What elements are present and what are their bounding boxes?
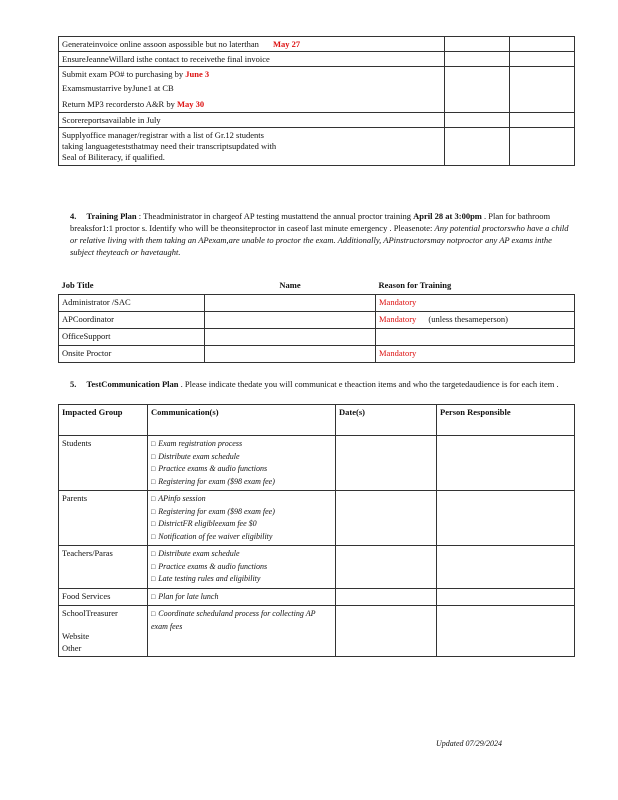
job-title: Onsite Proctor bbox=[59, 346, 205, 363]
section-text: : Theadministrator in chargeof AP testing mustattend the annual proctor training bbox=[138, 211, 412, 221]
impacted-group: Parents bbox=[59, 491, 148, 546]
updated-date: Updated 07/29/2024 bbox=[436, 739, 502, 748]
table-cell bbox=[59, 128, 445, 166]
person-cell bbox=[437, 588, 575, 606]
schedule-table bbox=[58, 36, 575, 166]
dates-cell bbox=[336, 491, 437, 546]
row-text: Scorereportsavailable in July bbox=[62, 115, 161, 125]
reason-cell bbox=[376, 329, 575, 346]
deadline-date: June 3 bbox=[185, 69, 210, 79]
list-item: □ APinfo session bbox=[151, 493, 332, 506]
table-row bbox=[59, 128, 575, 166]
person-cell bbox=[437, 606, 575, 657]
section-heading: Training Plan bbox=[86, 211, 137, 221]
table-cell bbox=[59, 113, 445, 128]
table-row bbox=[59, 588, 575, 606]
list-item: □ DistrictFR eligibleexam fee $0 bbox=[151, 518, 332, 531]
table-row bbox=[59, 491, 575, 546]
training-plan-section bbox=[70, 210, 575, 258]
table-header-row bbox=[59, 405, 575, 436]
reason-cell: Mandatory bbox=[376, 295, 575, 312]
person-cell bbox=[437, 491, 575, 546]
row-line: Supplyoffice manager/registrar with a list of Gr.12 students bbox=[62, 130, 264, 140]
table-row bbox=[59, 346, 575, 363]
impacted-group: SchoolTreasurer Website Other bbox=[59, 606, 148, 657]
name-cell bbox=[205, 312, 376, 329]
table-cell bbox=[59, 37, 445, 52]
section-text: . Please indicate thedate you will communicat e theaction items and who the targetedaudience is for each item . bbox=[180, 379, 559, 389]
row-line: Return MP3 recordersto A&R by May 30 bbox=[62, 99, 205, 109]
list-item: □ Exam registration process bbox=[151, 438, 332, 451]
list-item: □ Coordinate scheduland process for collecting AP exam fees bbox=[151, 608, 332, 632]
job-title: Administrator /SAC bbox=[59, 295, 205, 312]
section-text: . Plan for bathroom breaksfor1:1 proctor s. Identify who will be theonsiteproctor in caseof last minute emergency . Pleasenote: bbox=[70, 211, 551, 233]
impacted-group: Students bbox=[59, 436, 148, 491]
communications-list bbox=[148, 491, 336, 546]
table-cell bbox=[59, 52, 445, 67]
list-item: □ Practice exams & audio functions bbox=[151, 463, 332, 476]
table-row bbox=[59, 37, 575, 52]
section-note: Any potential proctorswho have a child or relative living with them taking an APexam,are unable to proctor the exam. Additionally, APinstructorsmay notproctor any AP exams inthe subject theyteach or havetaught. bbox=[70, 223, 569, 257]
row-text: EnsureJeanneWillard isthe contact to receivethe final invoice bbox=[62, 54, 270, 64]
job-title: APCoordinator bbox=[59, 312, 205, 329]
row-line: Seal of Biliteracy, if qualified. bbox=[62, 152, 165, 162]
deadline-date: May 27 bbox=[273, 39, 301, 49]
dates-cell bbox=[336, 436, 437, 491]
impacted-group: Teachers/Paras bbox=[59, 546, 148, 589]
table-row bbox=[59, 312, 575, 329]
communications-list bbox=[148, 546, 336, 589]
table-row bbox=[59, 436, 575, 491]
list-item: □ Registering for exam ($98 exam fee) bbox=[151, 476, 332, 489]
section-heading: TestCommunication Plan bbox=[86, 379, 179, 389]
training-date: April 28 at 3:00pm bbox=[413, 211, 482, 221]
communications-list bbox=[148, 436, 336, 491]
table-row bbox=[59, 606, 575, 657]
name-cell bbox=[205, 329, 376, 346]
column-header: Job Title bbox=[59, 278, 205, 295]
section-number: 5. bbox=[70, 379, 77, 389]
deadline-date: May 30 bbox=[176, 99, 205, 109]
table-row bbox=[59, 329, 575, 346]
dates-cell bbox=[336, 606, 437, 657]
column-header: Person Responsible bbox=[437, 405, 575, 436]
person-cell bbox=[437, 546, 575, 589]
column-header: Date(s) bbox=[336, 405, 437, 436]
list-item: □ Plan for late lunch bbox=[151, 591, 332, 604]
list-item: □ Practice exams & audio functions bbox=[151, 561, 332, 574]
row-line: Examsmustarrive byJune1 at CB bbox=[62, 83, 174, 93]
table-row bbox=[59, 546, 575, 589]
training-table bbox=[58, 278, 575, 363]
list-item: □ Late testing rules and eligibility bbox=[151, 573, 332, 586]
column-header: Name bbox=[205, 278, 376, 295]
job-title: OfficeSupport bbox=[59, 329, 205, 346]
table-row bbox=[59, 113, 575, 128]
table-row bbox=[59, 52, 575, 67]
list-item: □ Distribute exam schedule bbox=[151, 451, 332, 464]
person-cell bbox=[437, 436, 575, 491]
column-header: Impacted Group bbox=[59, 405, 148, 436]
column-header: Reason for Training bbox=[376, 278, 575, 295]
name-cell bbox=[205, 295, 376, 312]
reason-cell: Mandatory (unless thesameperson) bbox=[376, 312, 575, 329]
column-header: Communication(s) bbox=[148, 405, 336, 436]
list-item: □ Notification of fee waiver eligibility bbox=[151, 531, 332, 544]
table-header-row bbox=[59, 278, 575, 295]
dates-cell bbox=[336, 588, 437, 606]
row-line: Submit exam PO# to purchasing by June 3 bbox=[62, 69, 210, 79]
table-row bbox=[59, 67, 575, 113]
list-item: □ Distribute exam schedule bbox=[151, 548, 332, 561]
list-item: □ Registering for exam ($98 exam fee) bbox=[151, 506, 332, 519]
table-cell bbox=[59, 67, 445, 113]
table-row bbox=[59, 295, 575, 312]
impacted-group: Food Services bbox=[59, 588, 148, 606]
row-text: Generateinvoice online assoon aspossible but no laterthan bbox=[62, 39, 259, 49]
section-number: 4. bbox=[70, 211, 77, 221]
reason-cell: Mandatory bbox=[376, 346, 575, 363]
communication-plan-section bbox=[70, 378, 575, 390]
communications-list bbox=[148, 588, 336, 606]
dates-cell bbox=[336, 546, 437, 589]
row-line: taking languageteststhatmay need their transcriptsupdated with bbox=[62, 141, 277, 151]
communication-table bbox=[58, 404, 575, 657]
name-cell bbox=[205, 346, 376, 363]
communications-list bbox=[148, 606, 336, 657]
